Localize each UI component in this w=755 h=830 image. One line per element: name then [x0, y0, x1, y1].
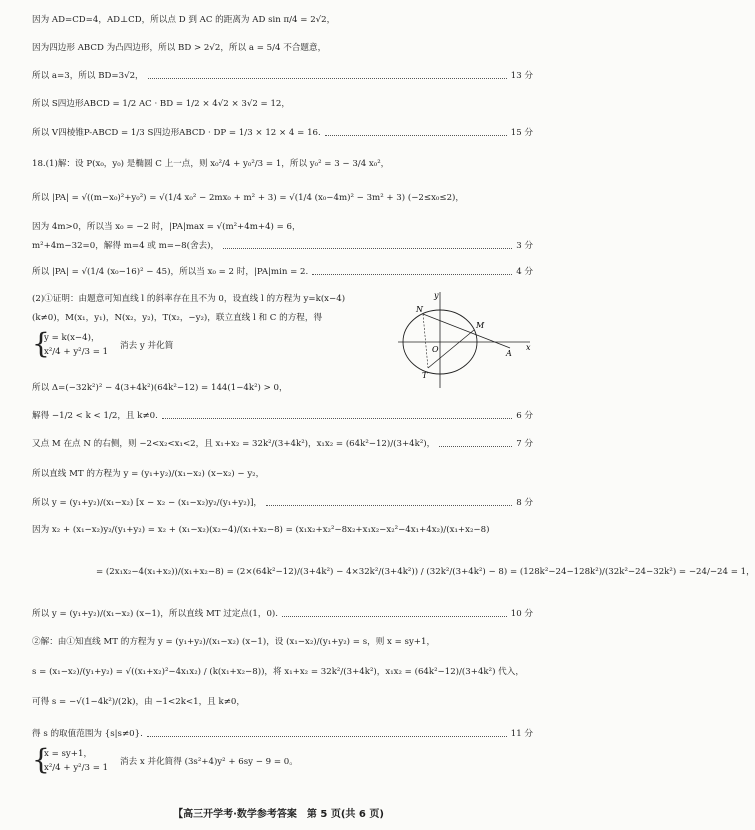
- solution-line: [32, 608, 533, 620]
- ellipse-figure: [398, 290, 533, 390]
- label-t: T: [422, 371, 428, 380]
- line-text: 解得 −1/2 < k < 1/2，且 k≠0.: [32, 411, 158, 421]
- line-text: 18.(1)解：设 P(x₀，y₀) 是椭圆 C 上一点，则 x₀²/4 + y₀²/3 = 1，所以 y₀² = 3 − 3/4 x₀²，: [32, 159, 390, 169]
- system-row: x = sy+1，: [44, 749, 93, 759]
- line-text: 所以 a=3，所以 BD=3√2，: [32, 71, 144, 81]
- solution-line: [32, 192, 533, 204]
- line-text: 所以 y = (y₁+y₂)/(x₁−x₂) (x−1)，所以直线 MT 过定点(1，0).: [32, 609, 278, 619]
- dot-leader: [312, 274, 512, 275]
- line-text: 因为 x₂ + (x₁−x₂)y₂/(y₁+y₂) = x₂ + (x₁−x₂)(x₂−4)/(x₁+x₂−8) = (x₁x₂+x₂²−8x₂+x₁x₂−x₂²−4x₁+4x₂)/(x₁+x₂−8): [32, 525, 490, 535]
- line-text: 所以 y = (y₁+y₂)/(x₁−x₂) [x − x₂ − (x₁−x₂)y₂/(y₁+y₂)]，: [32, 498, 263, 508]
- line-text: s = (x₁−x₂)/(y₁+y₂) = √((x₁+x₂)²−4x₁x₂) / (k(x₁+x₂−8))，将 x₁+x₂ = 32k²/(3+4k²)，x₁x₂ = (64k²−12)/(3+4k²) 代入，: [32, 667, 524, 677]
- score-mark: 3 分: [516, 241, 533, 251]
- dot-leader: [325, 135, 507, 136]
- dot-leader: [162, 418, 512, 419]
- score-mark: 15 分: [510, 128, 533, 138]
- line-text: (k≠0)，M(x₁，y₁)，N(x₂，y₂)，T(x₂，−y₂)，联立直线 l 和 C 的方程，得: [32, 313, 323, 323]
- line-text: 所以 Δ=(−32k²)² − 4(3+4k²)(64k²−12) = 144(1−4k²) > 0，: [32, 383, 288, 393]
- score-mark: 7 分: [516, 439, 533, 449]
- page-footer: 【高三开学考·数学参考答案 第 5 页(共 6 页): [173, 809, 384, 820]
- line-text: 因为 4m>0，所以当 x₀ = −2 时，|PA|max = √(m²+4m+4) = 6，: [32, 222, 301, 232]
- line-text: 所以 |PA| = √(1/4 (x₀−16)² − 45)，所以当 x₀ = 2 时，|PA|min = 2.: [32, 267, 309, 277]
- score-mark: 6 分: [516, 411, 533, 421]
- score-mark: 10 分: [510, 609, 533, 619]
- system-note: 消去 y 并化简: [120, 341, 174, 351]
- solution-line: [32, 696, 533, 708]
- solution-line: [32, 266, 533, 278]
- solution-line: [32, 240, 533, 252]
- segment-nt: [423, 314, 428, 368]
- solution-line: [32, 14, 533, 26]
- dot-leader: [266, 505, 512, 506]
- solution-line: [32, 127, 533, 139]
- dot-leader: [148, 78, 507, 79]
- line-text: (2)①证明：由题意可知直线 l 的斜率存在且不为 0，设直线 l 的方程为 y=k(x−4): [32, 294, 346, 304]
- system-brace: {: [32, 327, 50, 360]
- dot-leader: [147, 736, 507, 737]
- dot-leader: [282, 616, 507, 617]
- system-brace: {: [32, 743, 50, 776]
- line-text: ②解：由①知直线 MT 的方程为 y = (y₁+y₂)/(x₁−x₂) (x−1)，设 (x₁−x₂)/(y₁+y₂) = s，则 x = sy+1，: [32, 637, 436, 647]
- solution-line: [32, 42, 533, 54]
- label-y: y: [434, 291, 439, 300]
- line-text: 所以直线 MT 的方程为 y = (y₁+y₂)/(x₁−x₂) (x−x₂) − y₂，: [32, 469, 265, 479]
- label-m: M: [476, 321, 485, 330]
- line-text: 可得 s = −√(1−4k²)/(2k)，由 −1<2k<1，且 k≠0，: [32, 697, 245, 707]
- label-n: N: [416, 305, 423, 314]
- system-row: x²/4 + y²/3 = 1: [44, 347, 109, 357]
- line-text: 所以 |PA| = √((m−x₀)²+y₀²) = √(1/4 x₀² − 2mx₀ + m² + 3) = √(1/4 (x₀−4m)² − 3m² + 3) (−2≤x₀≤2)，: [32, 193, 464, 203]
- dot-leader: [439, 446, 512, 447]
- label-x: x: [526, 343, 531, 352]
- solution-line: [32, 158, 533, 170]
- line-text: m²+4m−32=0，解得 m=4 或 m=−8(舍去)，: [32, 241, 220, 251]
- solution-line: [96, 566, 755, 578]
- solution-line: [32, 636, 533, 648]
- label-o: O: [432, 345, 439, 354]
- line-text: 又点 M 在点 N 的右侧，则 −2<x₂<x₁<2，且 x₁+x₂ = 32k²/(3+4k²)，x₁x₂ = (64k²−12)/(3+4k²)，: [32, 439, 436, 449]
- solution-line: [32, 468, 533, 480]
- solution-line: [32, 438, 533, 450]
- line-text: = (2x₁x₂−4(x₁+x₂))/(x₁+x₂−8) = (2×(64k²−12)/(3+4k²) − 4×32k²/(3+4k²)) / (32k²/(3+4k²) − 8) = (128k²−24−128k²)/(32k²−24−32k²) = −24/−24 = 1，: [96, 567, 755, 577]
- solution-line: [32, 666, 533, 678]
- solution-line: [32, 410, 533, 422]
- line-text: 因为 AD=CD=4，AD⊥CD，所以点 D 到 AC 的距离为 AD sin π/4 = 2√2，: [32, 15, 336, 25]
- solution-line: [32, 524, 533, 536]
- solution-line: [32, 728, 533, 740]
- label-a: A: [506, 349, 512, 358]
- line-text: 所以 S四边形ABCD = 1/2 AC · BD = 1/2 × 4√2 × 3√2 = 12，: [32, 99, 290, 109]
- score-mark: 4 分: [516, 267, 533, 277]
- score-mark: 8 分: [516, 498, 533, 508]
- line-text: 所以 V四棱锥P-ABCD = 1/3 S四边形ABCD · DP = 1/3 × 12 × 4 = 16.: [32, 128, 321, 138]
- system-note: 消去 x 并化简得 (3s²+4)y² + 6sy − 9 = 0。: [120, 757, 298, 767]
- score-mark: 11 分: [510, 729, 533, 739]
- system-row: x²/4 + y²/3 = 1: [44, 763, 109, 773]
- score-mark: 13 分: [510, 71, 533, 81]
- solution-line: [32, 497, 533, 509]
- solution-line: [32, 221, 533, 233]
- system-row: y = k(x−4)，: [44, 333, 100, 343]
- dot-leader: [223, 248, 512, 249]
- line-text: 因为四边形 ABCD 为凸四边形，所以 BD > 2√2，所以 a = 5/4 不合题意，: [32, 43, 327, 53]
- solution-line: [32, 70, 533, 82]
- solution-line: [32, 98, 533, 110]
- line-text: 得 s 的取值范围为 {s|s≠0}.: [32, 729, 143, 739]
